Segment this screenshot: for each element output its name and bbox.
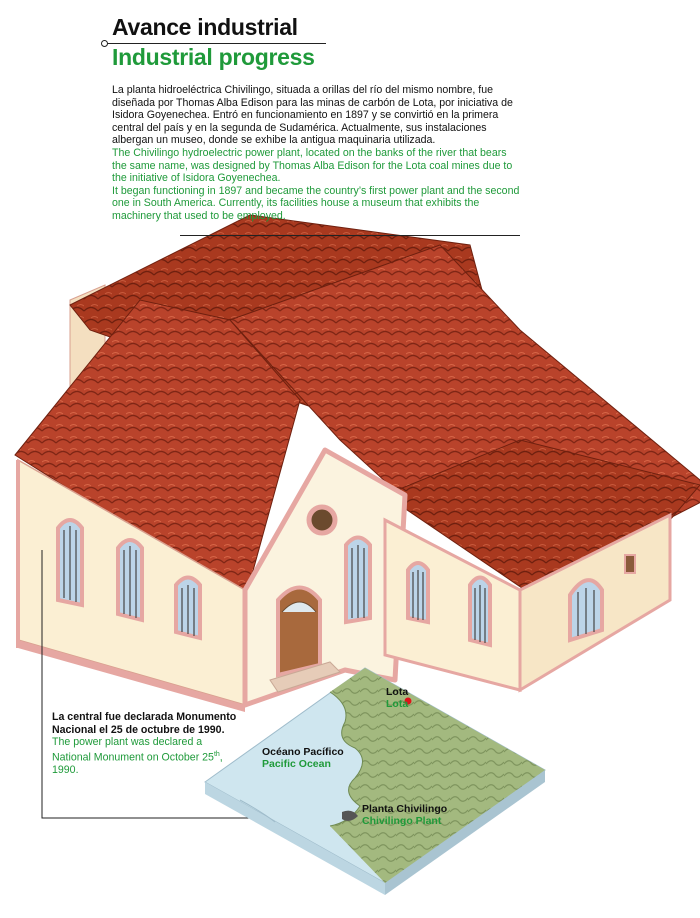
title-bullet — [101, 40, 108, 47]
entrance-door — [278, 588, 320, 676]
map-label-plant: Planta Chivilingo Chivilingo Plant — [362, 803, 448, 827]
intro-divider — [180, 235, 520, 236]
intro-english-1: The Chivilingo hydroelectric power plant, located on the banks of the river that bears the same name, was designed by Thomas Alba Edison for the Lota coal mines due to the initiative of Isidora Goyenechea. — [112, 146, 513, 185]
monument-english: The power plant was declared a National Monument on October 25th, 1990. — [52, 736, 223, 776]
title-spanish: Avance industrial — [112, 14, 298, 40]
intro-text — [112, 84, 524, 223]
map-label-lota: Lota Lota — [386, 686, 409, 710]
monument-spanish: La central fue declarada Monumento Nacional el 25 de octubre de 1990. — [52, 711, 237, 736]
intro-spanish: La planta hidroeléctrica Chivilingo, situada a orillas del río del mismo nombre, fue diseñada por Thomas Alba Edison para las minas de carbón de Lota, por iniciativa de Isidora Goyenechea. Entró en funcionamiento en 1897 y se convirtió en la primera central del país y en la segunda de Sudamérica. Actualmente, sus instalaciones albergan un museo, donde se exhibe la antigua maquinaria utilizada. — [112, 84, 513, 147]
map-label-ocean: Océano Pacífico Pacific Ocean — [262, 746, 344, 770]
intro-english-2: It began functioning in 1897 and became the country’s first power plant and the second one in South America. Currently, its facilities house a museum that exhibits the machinery that used to be employed. — [112, 184, 520, 222]
title-english: Industrial progress — [112, 44, 315, 70]
monument-note — [52, 711, 242, 777]
